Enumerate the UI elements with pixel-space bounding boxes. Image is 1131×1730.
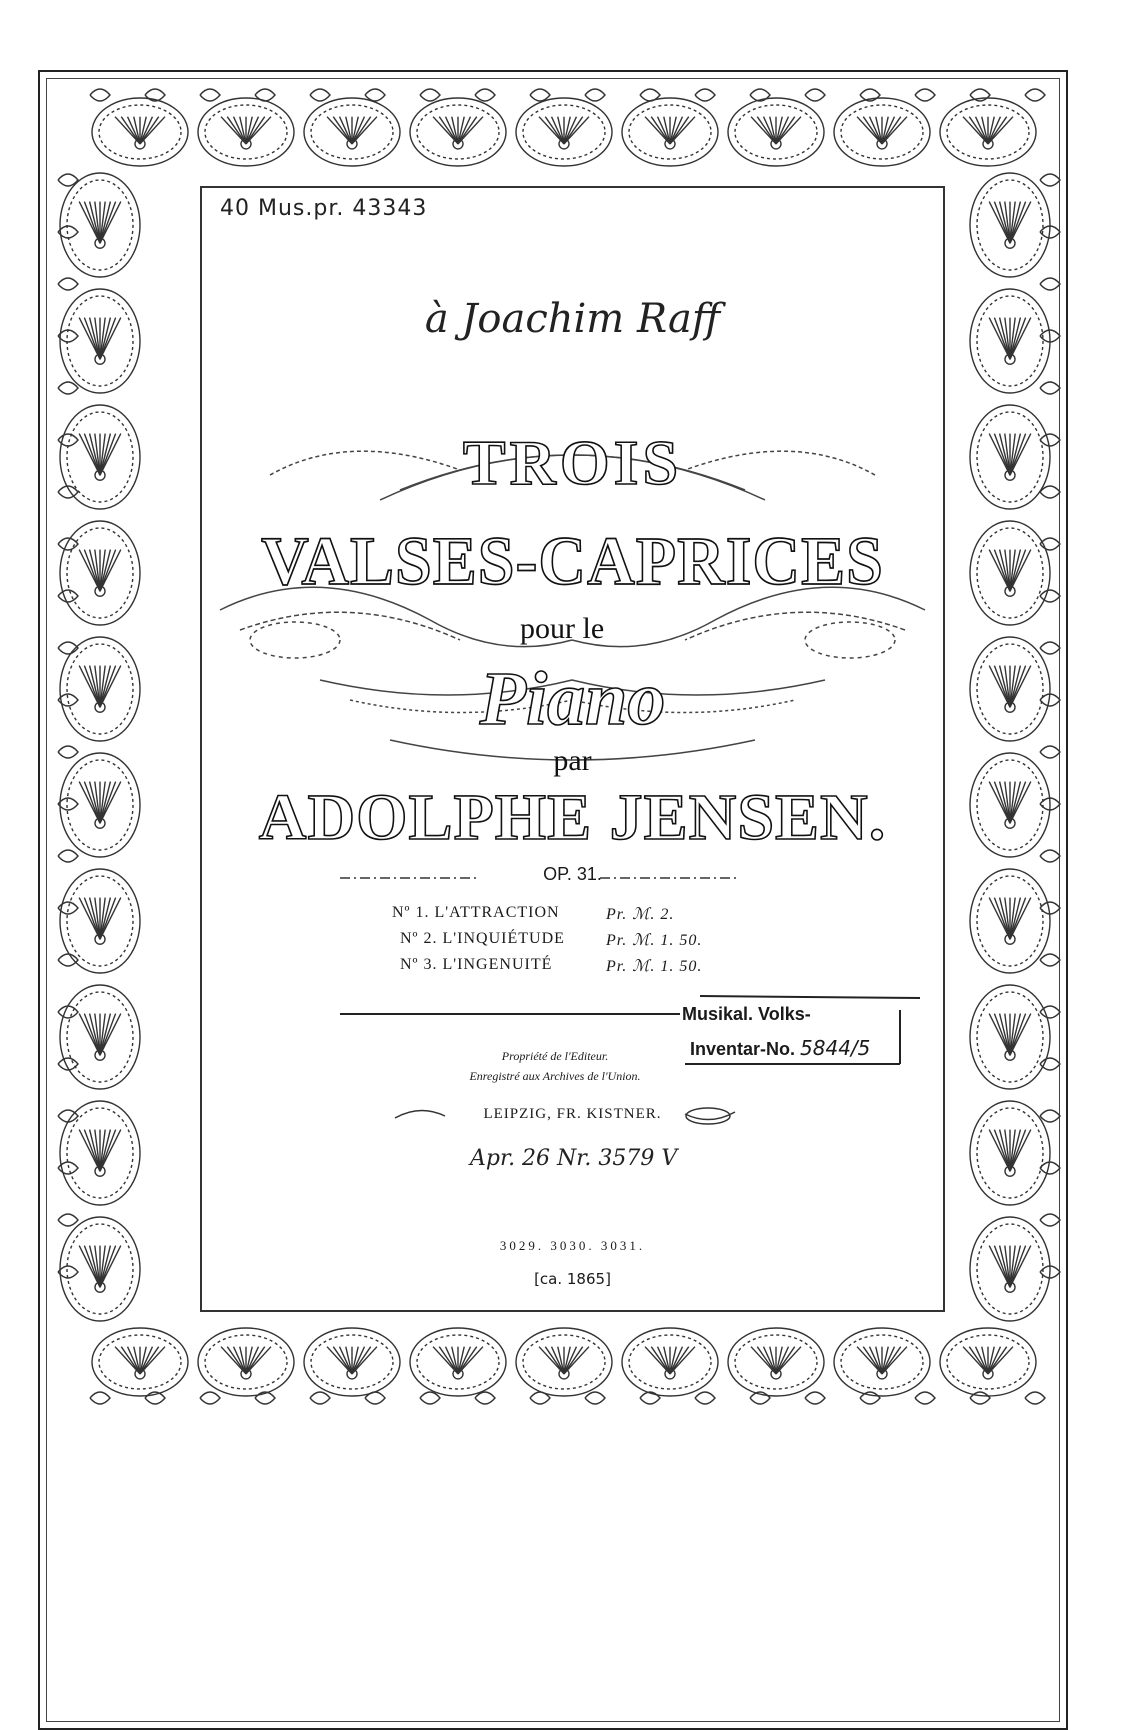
piece-title: Nº 3. L'INGENUITÉ [400, 956, 553, 973]
border-medallion [970, 173, 1050, 277]
publisher-note-line2: Enregistré aux Archives de l'Union. [469, 1069, 641, 1083]
piece-item [400, 930, 703, 949]
dedication: à Joachim Raff [424, 296, 721, 342]
piece-title: Nº 1. L'ATTRACTION [392, 904, 560, 921]
border-medallion [60, 405, 140, 509]
title-valses-caprices: VALSES-CAPRICES [261, 523, 884, 600]
stamp-prefix: Inventar-No. [690, 1039, 796, 1059]
pour-le: pour le [520, 612, 605, 645]
piece-price: Pr. ℳ. 1. 50. [606, 932, 703, 949]
opus-number: OP. 31. [543, 864, 602, 884]
border-medallion [198, 98, 294, 166]
border-medallion [970, 869, 1050, 973]
border-medallion [60, 1101, 140, 1205]
piece-price: Pr. ℳ. 1. 50. [606, 958, 703, 975]
border-medallion [834, 1328, 930, 1396]
publisher-note-line1: Propriété de l'Editeur. [501, 1049, 609, 1063]
publisher-note [420, 1046, 690, 1086]
border-medallion [970, 637, 1050, 741]
border-medallion [410, 98, 506, 166]
border-medallion [970, 1101, 1050, 1205]
border-medallion [60, 1217, 140, 1321]
border-medallion [834, 98, 930, 166]
border-medallion [60, 173, 140, 277]
piece-item [400, 956, 703, 975]
par: par [553, 744, 592, 777]
library-stamp-line2 [690, 1036, 870, 1060]
border-medallion [940, 1328, 1036, 1396]
publisher-imprint: LEIPZIG, FR. KISTNER. [483, 1106, 662, 1122]
border-medallion [60, 985, 140, 1089]
border-medallion [970, 985, 1050, 1089]
border-medallion [728, 98, 824, 166]
plate-numbers: 3029. 3030. 3031. [499, 1238, 646, 1253]
border-medallion [970, 405, 1050, 509]
accession-note-handwritten: Apr. 26 Nr. 3579 V [470, 1146, 678, 1171]
border-medallion [622, 1328, 718, 1396]
border-medallion [516, 98, 612, 166]
border-medallion [60, 521, 140, 625]
border-medallion [728, 1328, 824, 1396]
title-piano: Piano [479, 657, 666, 741]
library-stamp-line1: Musikal. Volks- [682, 1004, 811, 1024]
border-medallion [516, 1328, 612, 1396]
border-medallion [60, 753, 140, 857]
border-medallion [304, 1328, 400, 1396]
title-trois: TROIS [462, 427, 683, 498]
border-medallion [622, 98, 718, 166]
border-medallion [410, 1328, 506, 1396]
border-medallion [92, 1328, 188, 1396]
border-medallion [198, 1328, 294, 1396]
shelfmark-handwritten: 40 Mus.pr. 43343 [220, 196, 428, 221]
piece-price: Pr. ℳ. 2. [606, 906, 675, 923]
border-medallion [92, 98, 188, 166]
piece-item [392, 904, 675, 923]
piece-title: Nº 2. L'INQUIÉTUDE [400, 930, 565, 947]
date-note: [ca. 1865] [534, 1270, 611, 1288]
border-medallion [60, 869, 140, 973]
border-medallion [970, 753, 1050, 857]
stamp-number-handwritten: 5844/5 [800, 1036, 871, 1060]
composer-name: ADOLPHE JENSEN. [258, 781, 887, 854]
border-medallion [940, 98, 1036, 166]
border-medallion [970, 289, 1050, 393]
border-medallion [970, 1217, 1050, 1321]
border-medallion [970, 521, 1050, 625]
border-medallion [304, 98, 400, 166]
